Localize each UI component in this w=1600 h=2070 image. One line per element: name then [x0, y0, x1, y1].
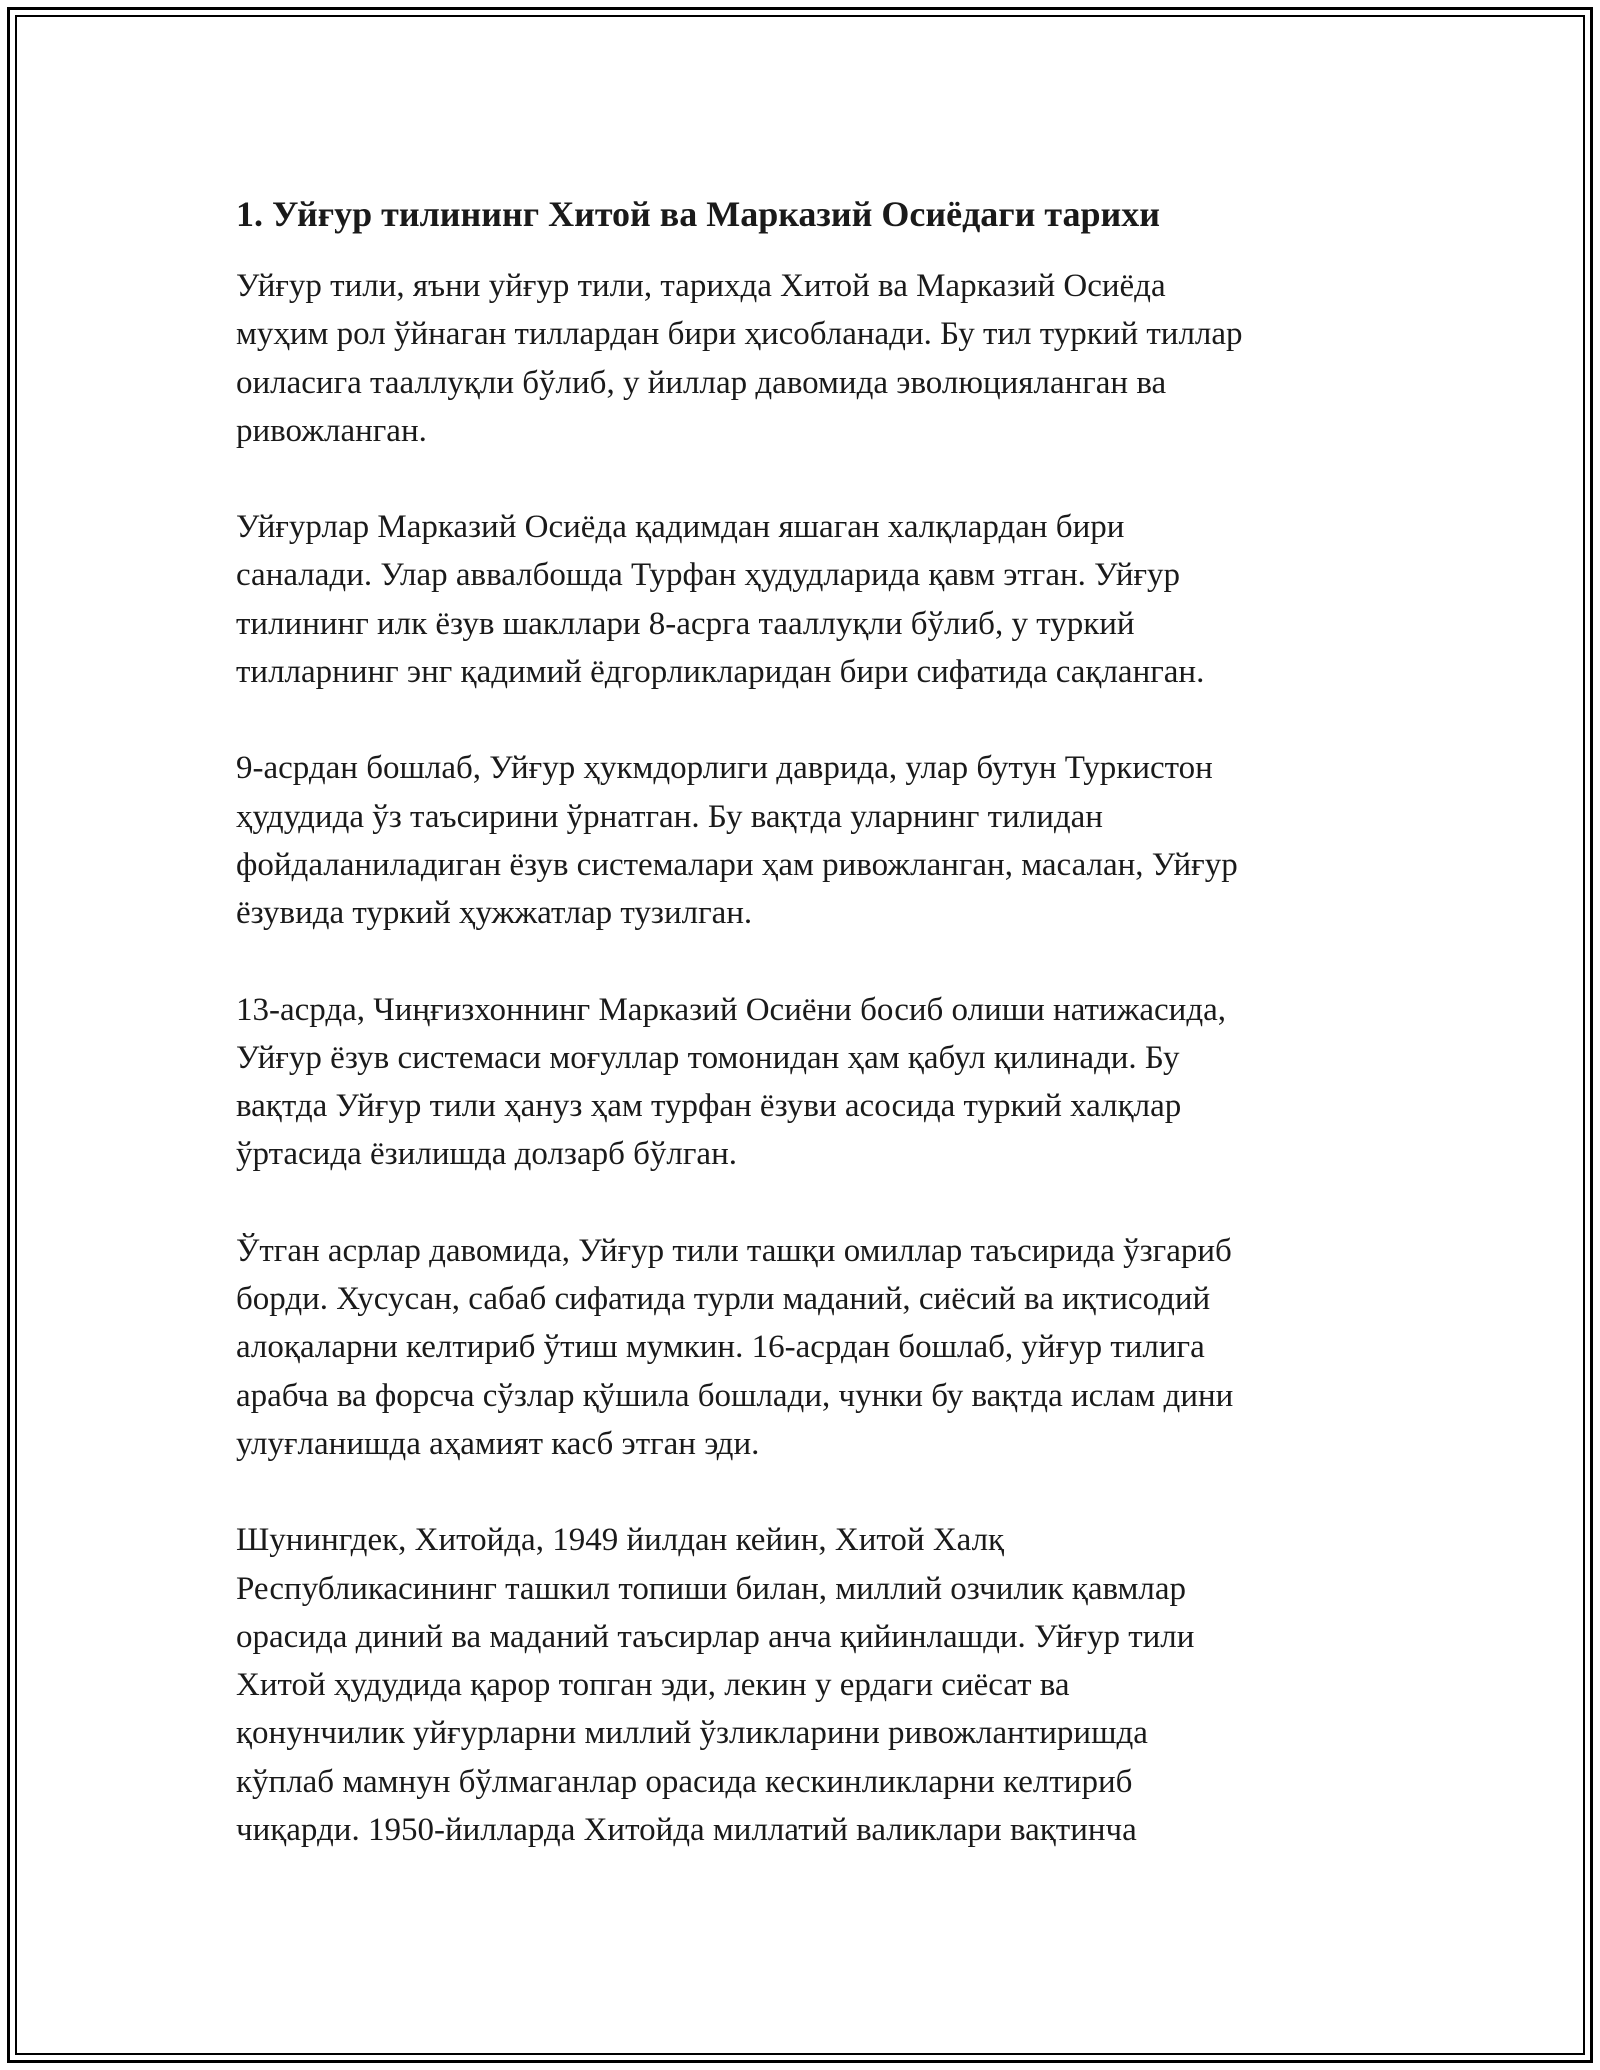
text-line: алоқаларни келтириб ўтиш мумкин. 16-асрдан бошлаб, уйғур тилига [236, 1329, 1205, 1366]
text-line: улуғланишда аҳамият касб этган эди. [236, 1425, 760, 1462]
document-page [236, 190, 1364, 1902]
text-line: муҳим рол ўйнаган тиллардан бири ҳисобланади. Бу тил туркий тиллар [236, 316, 1243, 353]
paragraph [236, 1516, 1364, 1854]
section-heading: 1. Уйғур тилининг Хитой ва Марказий Осиёдаги тарихи [236, 194, 1161, 234]
text-line: қонунчилик уйғурларни миллий ўзликларини ривожлантиришда [236, 1715, 1148, 1752]
text-line: Хитой ҳудудида қарор топган эди, лекин у ердаги сиёсат ва [236, 1667, 1070, 1704]
text-line: орасида диний ва маданий таъсирлар анча қийинлашди. Уйғур тили [236, 1618, 1195, 1655]
text-line: ўртасида ёзилишда долзарб бўлган. [236, 1136, 737, 1173]
text-line: Уйғурлар Марказий Осиёда қадимдан яшаган халқлардан бири [236, 509, 1125, 546]
paragraph [236, 1227, 1364, 1468]
text-line: Ўтган асрлар давомида, Уйғур тили ташқи омиллар таъсирида ўзгариб [236, 1232, 1232, 1269]
text-line: вақтда Уйғур тили ҳануз ҳам турфан ёзуви асосида туркий халқлар [236, 1088, 1182, 1125]
paragraph [236, 986, 1364, 1179]
text-line: чиқарди. 1950-йилларда Хитойда миллатий валиклари вақтинча [236, 1812, 1137, 1849]
text-line: ёзувида туркий ҳужжатлар тузилган. [236, 895, 753, 932]
paragraph [236, 503, 1364, 696]
text-line: 9-асрдан бошлаб, Уйғур ҳукмдорлиги даврида, улар бутун Туркистон [236, 750, 1213, 787]
document-body [236, 262, 1364, 1854]
text-line: 13-асрда, Чиңғизхоннинг Марказий Осиёни босиб олиши натижасида, [236, 991, 1227, 1028]
text-line: тилининг илк ёзув шакллари 8-асрга тааллуқли бўлиб, у туркий [236, 605, 1135, 642]
paragraph [236, 744, 1364, 937]
text-line: ривожланган. [236, 412, 427, 449]
text-line: оиласига тааллуқли бўлиб, у йиллар давомида эволюцияланган ва [236, 364, 1167, 401]
text-line: саналади. Улар аввалбошда Турфан ҳудудларида қавм этган. Уйғур [236, 557, 1181, 594]
text-line: ҳудудида ўз таъсирини ўрнатган. Бу вақтда уларнинг тилидан [236, 798, 1103, 835]
text-line: Республикасининг ташкил топиши билан, миллий озчилик қавмлар [236, 1570, 1187, 1607]
text-line: кўплаб мамнун бўлмаганлар орасида кескинликларни келтириб [236, 1763, 1133, 1800]
text-line: фойдаланиладиган ёзув системалари ҳам ривожланган, масалан, Уйғур [236, 846, 1238, 883]
text-line: Шунингдек, Хитойда, 1949 йилдан кейин, Хитой Халқ [236, 1522, 1005, 1559]
text-line: арабча ва форсча сўзлар қўшила бошлади, чунки бу вақтда ислам дини [236, 1377, 1234, 1414]
paragraph [236, 262, 1364, 455]
text-line: тилларнинг энг қадимий ёдгорликларидан бири сифатида сақланган. [236, 654, 1205, 691]
text-line: Уйғур тили, яъни уйғур тили, тарихда Хитой ва Марказий Осиёда [236, 268, 1166, 304]
text-line: борди. Хусусан, сабаб сифатида турли маданий, сиёсий ва иқтисодий [236, 1281, 1211, 1318]
text-line: Уйғур ёзув системаси моғуллар томонидан ҳам қабул қилинади. Бу [236, 1039, 1180, 1076]
